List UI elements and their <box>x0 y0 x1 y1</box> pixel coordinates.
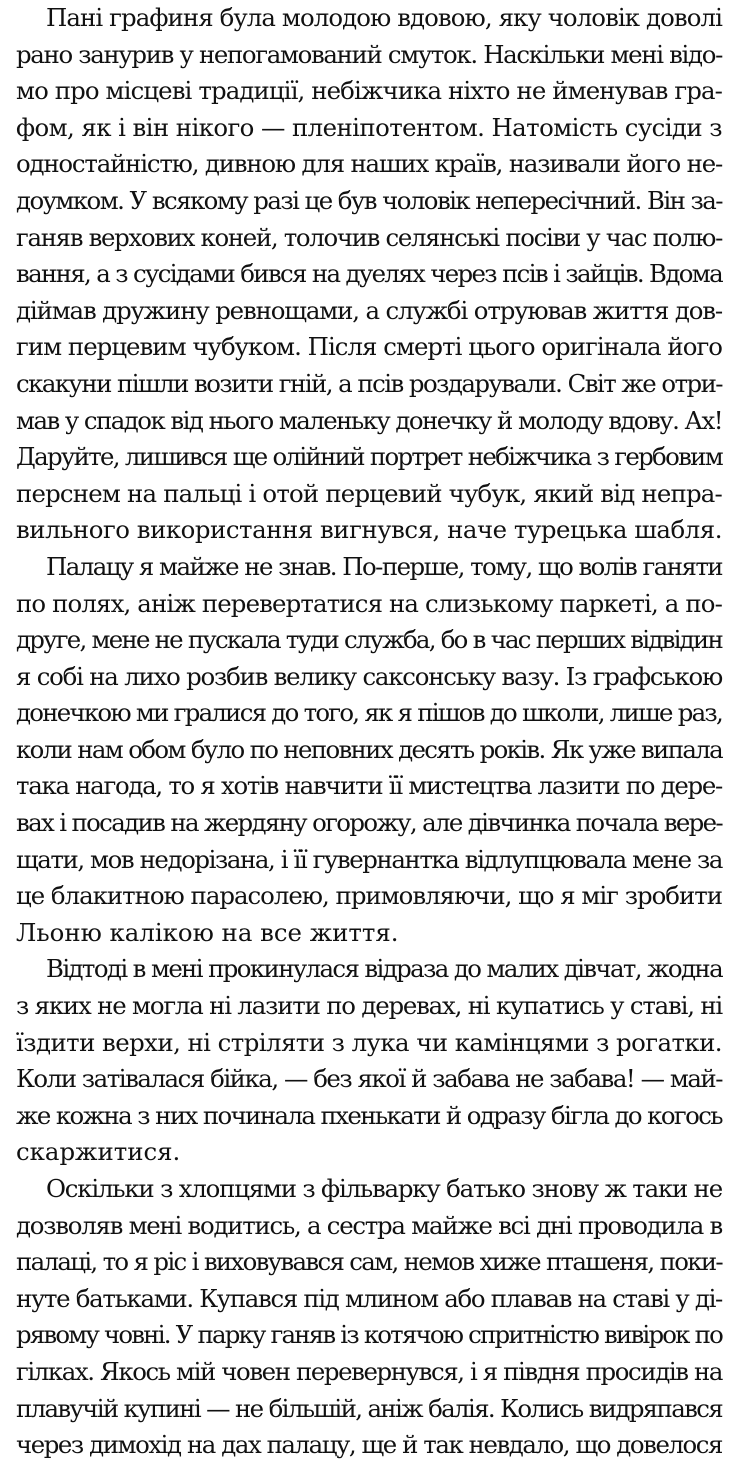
text-line: їздити верхи, ні стріляти з лука чи камінцями з рогатки. <box>16 1027 723 1057</box>
text-line: вильного використання вигнувся, наче турецька шабля. <box>16 515 722 545</box>
paragraph-3 <box>16 951 722 1171</box>
text-line: мав у спадок від нього маленьку донечку й молоду вдову. Ах! <box>16 405 722 435</box>
text-line: вах і посадив на жердяну огорожу, але дівчинка почала вере- <box>16 808 722 838</box>
text-line: вання, а з сусідами бився на дуелях через псів і зайців. Вдома <box>16 259 722 289</box>
text-line: коли нам обом було по неповних десять років. Як уже випала <box>16 734 722 764</box>
text-line: Палацу я майже не знав. По-перше, тому, що волів ганяти <box>46 551 723 581</box>
paragraph-4 <box>16 1171 722 1464</box>
text-line: друге, мене не пускала туди служба, бо в час перших відвідин <box>16 625 722 655</box>
text-line: дозволяв мені водитись, а сестра майже всі дні проводила в <box>16 1210 723 1240</box>
text-line: палаці, то я ріс і виховувався сам, немов хиже пташеня, поки- <box>16 1247 723 1277</box>
text-line: Льоню калікою на все життя. <box>16 917 399 947</box>
text-line: рявому човні. У парку ганяв із котячою спритністю вивірок по <box>16 1320 722 1350</box>
text-line: гим перцевим чубуком. Після смерті цього оригінала його <box>16 332 722 362</box>
text-line: по полях, аніж перевертатися на слизькому паркеті, а по- <box>16 588 722 618</box>
book-page <box>16 0 722 1464</box>
text-line: плавучій купині — не більшій, аніж балія. Колись видряпався <box>16 1393 722 1423</box>
text-line: ганяв верхових коней, толочив селянські посіви у час полю- <box>16 222 722 252</box>
text-line: одностайністю, дивною для наших країв, називали його не- <box>16 149 723 179</box>
text-line: рано занурив у непогамований смуток. Наскільки мені відо- <box>16 39 723 69</box>
text-line: Відтоді в мені прокинулася відраза до малих дівчат, жодна <box>46 954 723 984</box>
text-line: така нагода, то я хотів навчити її мистецтва лазити по дере- <box>16 771 723 801</box>
text-line: я собі на лихо розбив велику саксонську вазу. Із графською <box>16 661 722 691</box>
text-line: нуте батьками. Купався під млином або плавав на ставі у ді- <box>16 1283 722 1313</box>
text-line: перснем на пальці і отой перцевий чубук, який від непра- <box>16 478 722 508</box>
text-line: Коли затівалася бійка, — без якої й забава не забава! — май- <box>16 1064 723 1094</box>
text-line: мо про місцеві традиції, небіжчика ніхто не йменував гра- <box>16 76 722 106</box>
text-line: Оскільки з хлопцями з фільварку батько знову ж таки не <box>46 1174 722 1203</box>
text-line: же кожна з них починала пхенькати й одразу бігла до когось <box>16 1100 722 1130</box>
text-line: скаржитися. <box>16 1137 181 1167</box>
text-line: Пані графиня була молодою вдовою, яку чоловік доволі <box>46 3 723 32</box>
text-line: Даруйте, лишився ще олійний портрет небіжчика з гербовим <box>16 442 722 472</box>
paragraph-1 <box>16 0 722 549</box>
text-line: донечкою ми гралися до того, як я пішов до школи, лише раз, <box>16 698 723 728</box>
text-line: з яких не могла ні лазити по деревах, ні купатись у ставі, ні <box>16 991 723 1021</box>
text-line: скакуни пішли возити гній, а псів роздарували. Світ же отри- <box>16 368 722 398</box>
text-line: через димохід на дах палацу, ще й так невдало, що довелося <box>16 1430 722 1460</box>
paragraph-2 <box>16 549 722 952</box>
text-line: фом, як і він нікого — пленіпотентом. Натомість сусіди з <box>16 112 722 142</box>
text-line: доумком. У всякому разі це був чоловік непересічний. Він за- <box>16 185 722 215</box>
text-line: діймав дружину ревнощами, а службі отруював життя дов- <box>16 295 722 325</box>
text-line: це блакитною парасолею, примовляючи, що я міг зробити <box>16 881 723 911</box>
text-line: щати, мов недорізана, і її гувернантка відлупцювала мене за <box>16 844 722 874</box>
text-line: гілках. Якось мій човен перевернувся, і я півдня просидів на <box>16 1356 722 1386</box>
